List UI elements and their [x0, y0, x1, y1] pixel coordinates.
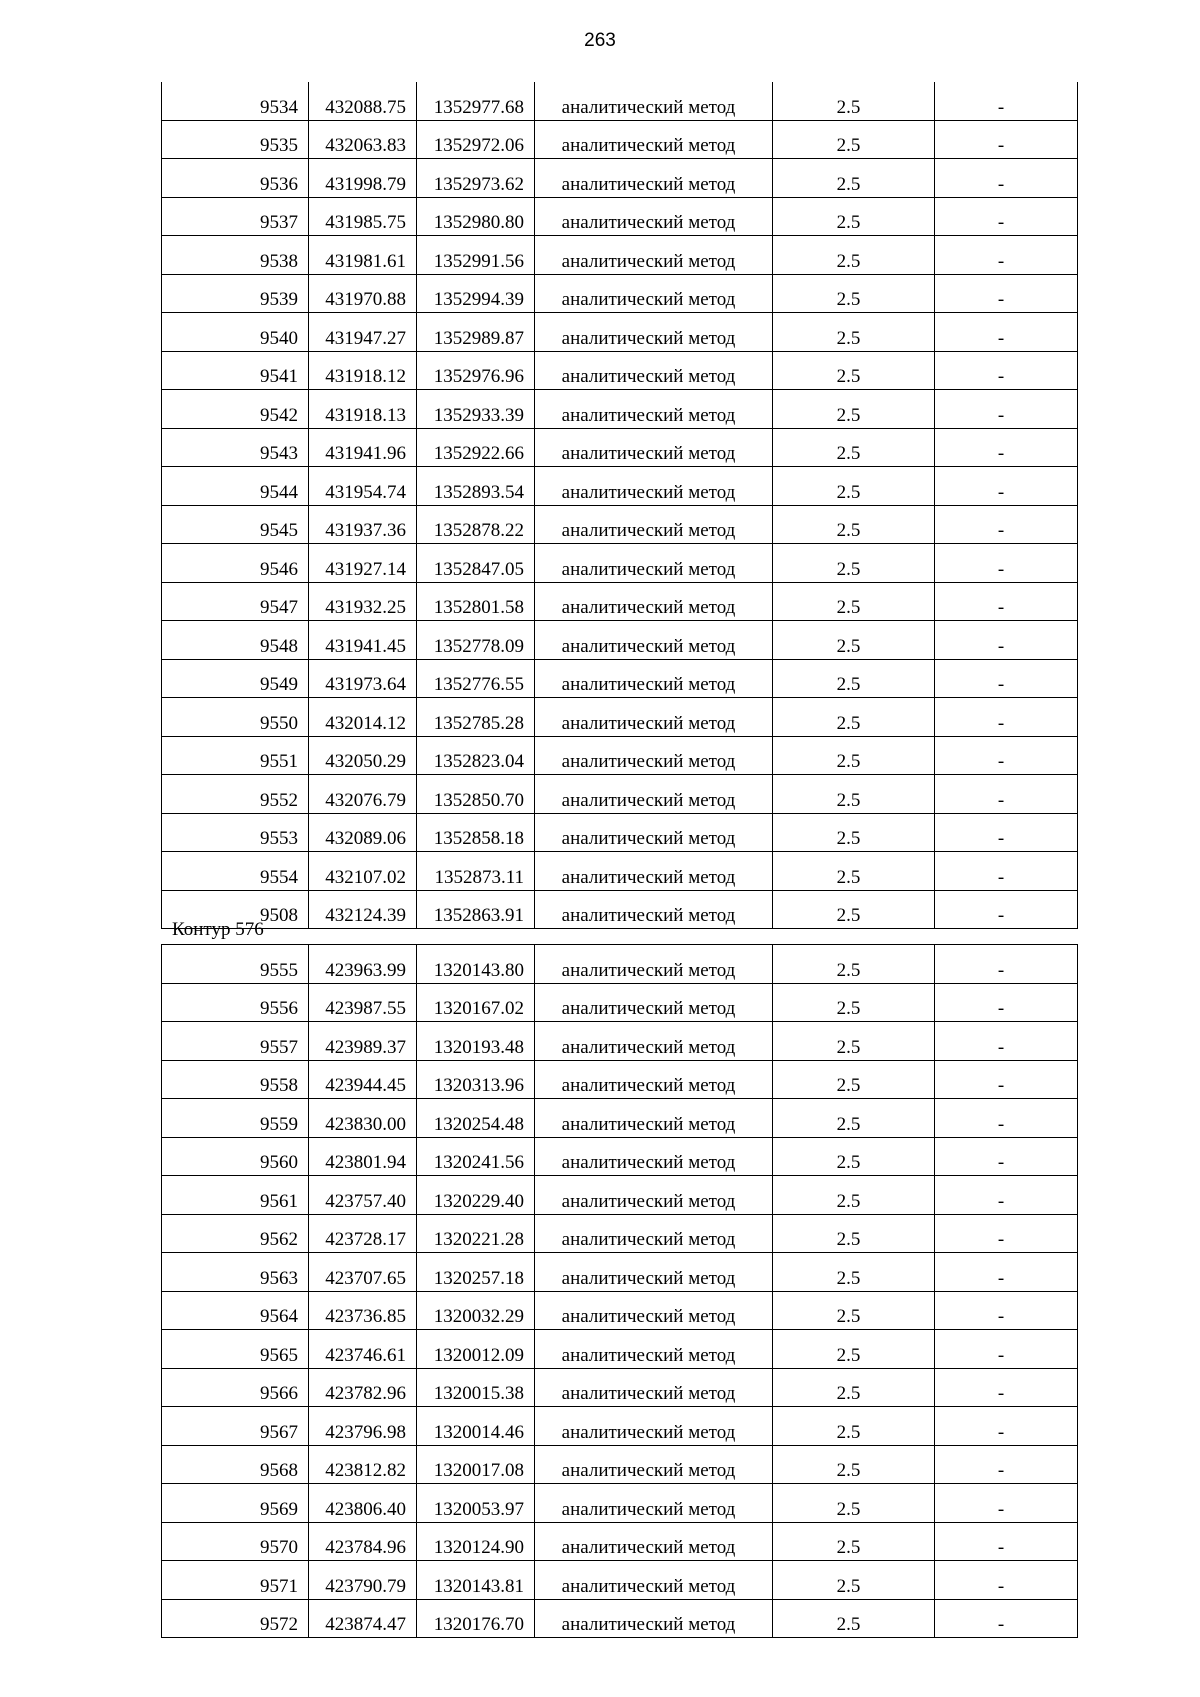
accuracy-cell: 2.5: [773, 1599, 935, 1638]
x-coordinate-cell: 432063.83: [309, 120, 417, 159]
table-row: [162, 1368, 1078, 1407]
coordinates-table-section-2: [161, 944, 1078, 1638]
y-coordinate-cell: 1320313.96: [417, 1060, 535, 1099]
x-coordinate-cell: 432088.75: [309, 82, 417, 120]
y-coordinate-cell: 1320167.02: [417, 983, 535, 1022]
point-number-cell: 9540: [162, 313, 309, 352]
table-row: [162, 274, 1078, 313]
y-coordinate-cell: 1320143.81: [417, 1561, 535, 1600]
method-cell: аналитический метод: [535, 505, 773, 544]
y-coordinate-cell: 1352994.39: [417, 274, 535, 313]
x-coordinate-cell: 423812.82: [309, 1445, 417, 1484]
table-row: [162, 945, 1078, 984]
point-number-cell: 9535: [162, 120, 309, 159]
x-coordinate-cell: 431947.27: [309, 313, 417, 352]
x-coordinate-cell: 423963.99: [309, 945, 417, 984]
page-number: 263: [584, 30, 616, 51]
accuracy-cell: 2.5: [773, 1060, 935, 1099]
accuracy-cell: 2.5: [773, 852, 935, 891]
table-row: [162, 698, 1078, 737]
method-cell: аналитический метод: [535, 236, 773, 275]
table-row: [162, 313, 1078, 352]
y-coordinate-cell: 1320012.09: [417, 1330, 535, 1369]
accuracy-cell: 2.5: [773, 390, 935, 429]
table-row: [162, 852, 1078, 891]
description-cell: -: [935, 1330, 1078, 1369]
method-cell: аналитический метод: [535, 351, 773, 390]
y-coordinate-cell: 1320143.80: [417, 945, 535, 984]
method-cell: аналитический метод: [535, 1368, 773, 1407]
point-number-cell: 9566: [162, 1368, 309, 1407]
description-cell: -: [935, 1445, 1078, 1484]
accuracy-cell: 2.5: [773, 1368, 935, 1407]
table-row: [162, 1291, 1078, 1330]
method-cell: аналитический метод: [535, 467, 773, 506]
x-coordinate-cell: 432050.29: [309, 736, 417, 775]
method-cell: аналитический метод: [535, 945, 773, 984]
point-number-cell: 9538: [162, 236, 309, 275]
accuracy-cell: 2.5: [773, 983, 935, 1022]
x-coordinate-cell: 431927.14: [309, 544, 417, 583]
method-cell: аналитический метод: [535, 1561, 773, 1600]
point-number-cell: 9568: [162, 1445, 309, 1484]
method-cell: аналитический метод: [535, 1060, 773, 1099]
table-row: [162, 813, 1078, 852]
point-number-cell: 9547: [162, 582, 309, 621]
accuracy-cell: 2.5: [773, 351, 935, 390]
method-cell: аналитический метод: [535, 1253, 773, 1292]
accuracy-cell: 2.5: [773, 1522, 935, 1561]
table-row: [162, 1407, 1078, 1446]
y-coordinate-cell: 1320221.28: [417, 1214, 535, 1253]
method-cell: аналитический метод: [535, 1407, 773, 1446]
method-cell: аналитический метод: [535, 120, 773, 159]
accuracy-cell: 2.5: [773, 544, 935, 583]
table-row: [162, 1522, 1078, 1561]
method-cell: аналитический метод: [535, 1022, 773, 1061]
x-coordinate-cell: 431981.61: [309, 236, 417, 275]
point-number-cell: 9545: [162, 505, 309, 544]
x-coordinate-cell: 432076.79: [309, 775, 417, 814]
accuracy-cell: 2.5: [773, 428, 935, 467]
y-coordinate-cell: 1320193.48: [417, 1022, 535, 1061]
x-coordinate-cell: 431998.79: [309, 159, 417, 198]
y-coordinate-cell: 1352922.66: [417, 428, 535, 467]
x-coordinate-cell: 423728.17: [309, 1214, 417, 1253]
table-row: [162, 544, 1078, 583]
method-cell: аналитический метод: [535, 82, 773, 120]
x-coordinate-cell: 431970.88: [309, 274, 417, 313]
y-coordinate-cell: 1352823.04: [417, 736, 535, 775]
point-number-cell: 9558: [162, 1060, 309, 1099]
description-cell: -: [935, 1022, 1078, 1061]
point-number-cell: 9553: [162, 813, 309, 852]
description-cell: -: [935, 1599, 1078, 1638]
accuracy-cell: 2.5: [773, 313, 935, 352]
table-row: [162, 467, 1078, 506]
x-coordinate-cell: 432124.39: [309, 890, 417, 929]
accuracy-cell: 2.5: [773, 1561, 935, 1600]
accuracy-cell: 2.5: [773, 890, 935, 929]
description-cell: -: [935, 582, 1078, 621]
description-cell: -: [935, 1137, 1078, 1176]
table-row: [162, 1484, 1078, 1523]
x-coordinate-cell: 431973.64: [309, 659, 417, 698]
point-number-cell: 9508: [162, 890, 309, 929]
method-cell: аналитический метод: [535, 659, 773, 698]
method-cell: аналитический метод: [535, 1137, 773, 1176]
description-cell: -: [935, 775, 1078, 814]
method-cell: аналитический метод: [535, 390, 773, 429]
description-cell: -: [935, 945, 1078, 984]
description-cell: -: [935, 736, 1078, 775]
accuracy-cell: 2.5: [773, 1022, 935, 1061]
y-coordinate-cell: 1352778.09: [417, 621, 535, 660]
table-row: [162, 236, 1078, 275]
point-number-cell: 9569: [162, 1484, 309, 1523]
method-cell: аналитический метод: [535, 1176, 773, 1215]
description-cell: -: [935, 159, 1078, 198]
coordinates-table-section-1: [161, 82, 1078, 929]
x-coordinate-cell: 423784.96: [309, 1522, 417, 1561]
y-coordinate-cell: 1352989.87: [417, 313, 535, 352]
point-number-cell: 9567: [162, 1407, 309, 1446]
description-cell: -: [935, 1291, 1078, 1330]
accuracy-cell: 2.5: [773, 467, 935, 506]
accuracy-cell: 2.5: [773, 505, 935, 544]
x-coordinate-cell: 423746.61: [309, 1330, 417, 1369]
point-number-cell: 9562: [162, 1214, 309, 1253]
description-cell: -: [935, 197, 1078, 236]
accuracy-cell: 2.5: [773, 736, 935, 775]
y-coordinate-cell: 1320124.90: [417, 1522, 535, 1561]
point-number-cell: 9551: [162, 736, 309, 775]
accuracy-cell: 2.5: [773, 1484, 935, 1523]
table-row: [162, 82, 1078, 120]
y-coordinate-cell: 1352785.28: [417, 698, 535, 737]
description-cell: -: [935, 1253, 1078, 1292]
x-coordinate-cell: 431941.45: [309, 621, 417, 660]
method-cell: аналитический метод: [535, 313, 773, 352]
y-coordinate-cell: 1320017.08: [417, 1445, 535, 1484]
x-coordinate-cell: 423796.98: [309, 1407, 417, 1446]
point-number-cell: 9539: [162, 274, 309, 313]
description-cell: -: [935, 1368, 1078, 1407]
accuracy-cell: 2.5: [773, 236, 935, 275]
y-coordinate-cell: 1320015.38: [417, 1368, 535, 1407]
y-coordinate-cell: 1352878.22: [417, 505, 535, 544]
description-cell: -: [935, 390, 1078, 429]
point-number-cell: 9554: [162, 852, 309, 891]
table-row: [162, 1330, 1078, 1369]
y-coordinate-cell: 1320254.48: [417, 1099, 535, 1138]
description-cell: -: [935, 1176, 1078, 1215]
description-cell: -: [935, 1060, 1078, 1099]
accuracy-cell: 2.5: [773, 1137, 935, 1176]
description-cell: -: [935, 313, 1078, 352]
description-cell: -: [935, 1561, 1078, 1600]
point-number-cell: 9560: [162, 1137, 309, 1176]
x-coordinate-cell: 423782.96: [309, 1368, 417, 1407]
description-cell: -: [935, 351, 1078, 390]
table-row: [162, 1060, 1078, 1099]
x-coordinate-cell: 423757.40: [309, 1176, 417, 1215]
y-coordinate-cell: 1352973.62: [417, 159, 535, 198]
point-number-cell: 9570: [162, 1522, 309, 1561]
point-number-cell: 9548: [162, 621, 309, 660]
table-row: [162, 621, 1078, 660]
method-cell: аналитический метод: [535, 1330, 773, 1369]
point-number-cell: 9550: [162, 698, 309, 737]
description-cell: -: [935, 890, 1078, 929]
x-coordinate-cell: 423736.85: [309, 1291, 417, 1330]
method-cell: аналитический метод: [535, 775, 773, 814]
x-coordinate-cell: 423790.79: [309, 1561, 417, 1600]
y-coordinate-cell: 1352776.55: [417, 659, 535, 698]
table-row: [162, 390, 1078, 429]
point-number-cell: 9534: [162, 82, 309, 120]
accuracy-cell: 2.5: [773, 1407, 935, 1446]
accuracy-cell: 2.5: [773, 945, 935, 984]
table-row: [162, 983, 1078, 1022]
table-row: [162, 1599, 1078, 1638]
x-coordinate-cell: 431937.36: [309, 505, 417, 544]
point-number-cell: 9555: [162, 945, 309, 984]
point-number-cell: 9561: [162, 1176, 309, 1215]
method-cell: аналитический метод: [535, 736, 773, 775]
accuracy-cell: 2.5: [773, 82, 935, 120]
point-number-cell: 9543: [162, 428, 309, 467]
point-number-cell: 9544: [162, 467, 309, 506]
x-coordinate-cell: 423874.47: [309, 1599, 417, 1638]
table-row: [162, 1253, 1078, 1292]
table-row: [162, 1022, 1078, 1061]
x-coordinate-cell: 432014.12: [309, 698, 417, 737]
method-cell: аналитический метод: [535, 159, 773, 198]
y-coordinate-cell: 1320014.46: [417, 1407, 535, 1446]
y-coordinate-cell: 1352850.70: [417, 775, 535, 814]
x-coordinate-cell: 431918.13: [309, 390, 417, 429]
x-coordinate-cell: 423801.94: [309, 1137, 417, 1176]
accuracy-cell: 2.5: [773, 1330, 935, 1369]
point-number-cell: 9564: [162, 1291, 309, 1330]
y-coordinate-cell: 1320032.29: [417, 1291, 535, 1330]
description-cell: -: [935, 698, 1078, 737]
description-cell: -: [935, 659, 1078, 698]
y-coordinate-cell: 1352863.91: [417, 890, 535, 929]
accuracy-cell: 2.5: [773, 813, 935, 852]
table-body: [162, 82, 1078, 929]
point-number-cell: 9572: [162, 1599, 309, 1638]
table-row: [162, 659, 1078, 698]
x-coordinate-cell: 431932.25: [309, 582, 417, 621]
method-cell: аналитический метод: [535, 698, 773, 737]
y-coordinate-cell: 1352972.06: [417, 120, 535, 159]
x-coordinate-cell: 432089.06: [309, 813, 417, 852]
point-number-cell: 9541: [162, 351, 309, 390]
method-cell: аналитический метод: [535, 1445, 773, 1484]
x-coordinate-cell: 431941.96: [309, 428, 417, 467]
x-coordinate-cell: 423806.40: [309, 1484, 417, 1523]
x-coordinate-cell: 423830.00: [309, 1099, 417, 1138]
point-number-cell: 9552: [162, 775, 309, 814]
description-cell: -: [935, 505, 1078, 544]
point-number-cell: 9549: [162, 659, 309, 698]
y-coordinate-cell: 1320176.70: [417, 1599, 535, 1638]
description-cell: -: [935, 621, 1078, 660]
method-cell: аналитический метод: [535, 621, 773, 660]
table-row: [162, 582, 1078, 621]
description-cell: -: [935, 1522, 1078, 1561]
table-row: [162, 1176, 1078, 1215]
description-cell: -: [935, 852, 1078, 891]
method-cell: аналитический метод: [535, 1522, 773, 1561]
point-number-cell: 9559: [162, 1099, 309, 1138]
description-cell: -: [935, 813, 1078, 852]
description-cell: -: [935, 1099, 1078, 1138]
table-row: [162, 197, 1078, 236]
point-number-cell: 9571: [162, 1561, 309, 1600]
accuracy-cell: 2.5: [773, 1176, 935, 1215]
method-cell: аналитический метод: [535, 544, 773, 583]
table-row: [162, 428, 1078, 467]
description-cell: -: [935, 82, 1078, 120]
description-cell: -: [935, 274, 1078, 313]
accuracy-cell: 2.5: [773, 1253, 935, 1292]
y-coordinate-cell: 1352873.11: [417, 852, 535, 891]
description-cell: -: [935, 544, 1078, 583]
description-cell: -: [935, 1214, 1078, 1253]
accuracy-cell: 2.5: [773, 775, 935, 814]
method-cell: аналитический метод: [535, 1484, 773, 1523]
method-cell: аналитический метод: [535, 813, 773, 852]
accuracy-cell: 2.5: [773, 197, 935, 236]
x-coordinate-cell: 431954.74: [309, 467, 417, 506]
method-cell: аналитический метод: [535, 1214, 773, 1253]
accuracy-cell: 2.5: [773, 1099, 935, 1138]
y-coordinate-cell: 1352976.96: [417, 351, 535, 390]
table-row: [162, 1445, 1078, 1484]
method-cell: аналитический метод: [535, 1099, 773, 1138]
table-row: [162, 505, 1078, 544]
x-coordinate-cell: 423987.55: [309, 983, 417, 1022]
table-row: [162, 1099, 1078, 1138]
y-coordinate-cell: 1320229.40: [417, 1176, 535, 1215]
description-cell: -: [935, 467, 1078, 506]
method-cell: аналитический метод: [535, 197, 773, 236]
x-coordinate-cell: 423944.45: [309, 1060, 417, 1099]
table-row: [162, 775, 1078, 814]
accuracy-cell: 2.5: [773, 659, 935, 698]
table-row: [162, 890, 1078, 929]
y-coordinate-cell: 1320257.18: [417, 1253, 535, 1292]
description-cell: -: [935, 236, 1078, 275]
table-row: [162, 120, 1078, 159]
method-cell: аналитический метод: [535, 1599, 773, 1638]
y-coordinate-cell: 1352980.80: [417, 197, 535, 236]
point-number-cell: 9557: [162, 1022, 309, 1061]
description-cell: -: [935, 1484, 1078, 1523]
accuracy-cell: 2.5: [773, 582, 935, 621]
accuracy-cell: 2.5: [773, 159, 935, 198]
method-cell: аналитический метод: [535, 428, 773, 467]
method-cell: аналитический метод: [535, 1291, 773, 1330]
table-row: [162, 1214, 1078, 1253]
accuracy-cell: 2.5: [773, 120, 935, 159]
y-coordinate-cell: 1320053.97: [417, 1484, 535, 1523]
method-cell: аналитический метод: [535, 274, 773, 313]
contour-label: Контур 576: [172, 919, 264, 940]
y-coordinate-cell: 1352893.54: [417, 467, 535, 506]
description-cell: -: [935, 120, 1078, 159]
y-coordinate-cell: 1352801.58: [417, 582, 535, 621]
x-coordinate-cell: 431918.12: [309, 351, 417, 390]
point-number-cell: 9563: [162, 1253, 309, 1292]
y-coordinate-cell: 1352933.39: [417, 390, 535, 429]
accuracy-cell: 2.5: [773, 698, 935, 737]
x-coordinate-cell: 431985.75: [309, 197, 417, 236]
table-row: [162, 736, 1078, 775]
description-cell: -: [935, 983, 1078, 1022]
table-body: [162, 945, 1078, 1638]
method-cell: аналитический метод: [535, 983, 773, 1022]
y-coordinate-cell: 1352858.18: [417, 813, 535, 852]
accuracy-cell: 2.5: [773, 621, 935, 660]
description-cell: -: [935, 428, 1078, 467]
point-number-cell: 9565: [162, 1330, 309, 1369]
y-coordinate-cell: 1352977.68: [417, 82, 535, 120]
table-row: [162, 1137, 1078, 1176]
accuracy-cell: 2.5: [773, 274, 935, 313]
method-cell: аналитический метод: [535, 852, 773, 891]
table-row: [162, 159, 1078, 198]
x-coordinate-cell: 423989.37: [309, 1022, 417, 1061]
description-cell: -: [935, 1407, 1078, 1446]
accuracy-cell: 2.5: [773, 1445, 935, 1484]
table-row: [162, 351, 1078, 390]
point-number-cell: 9537: [162, 197, 309, 236]
table-row: [162, 1561, 1078, 1600]
point-number-cell: 9556: [162, 983, 309, 1022]
y-coordinate-cell: 1320241.56: [417, 1137, 535, 1176]
method-cell: аналитический метод: [535, 582, 773, 621]
method-cell: аналитический метод: [535, 890, 773, 929]
x-coordinate-cell: 423707.65: [309, 1253, 417, 1292]
y-coordinate-cell: 1352991.56: [417, 236, 535, 275]
point-number-cell: 9542: [162, 390, 309, 429]
x-coordinate-cell: 432107.02: [309, 852, 417, 891]
accuracy-cell: 2.5: [773, 1291, 935, 1330]
point-number-cell: 9536: [162, 159, 309, 198]
accuracy-cell: 2.5: [773, 1214, 935, 1253]
y-coordinate-cell: 1352847.05: [417, 544, 535, 583]
point-number-cell: 9546: [162, 544, 309, 583]
